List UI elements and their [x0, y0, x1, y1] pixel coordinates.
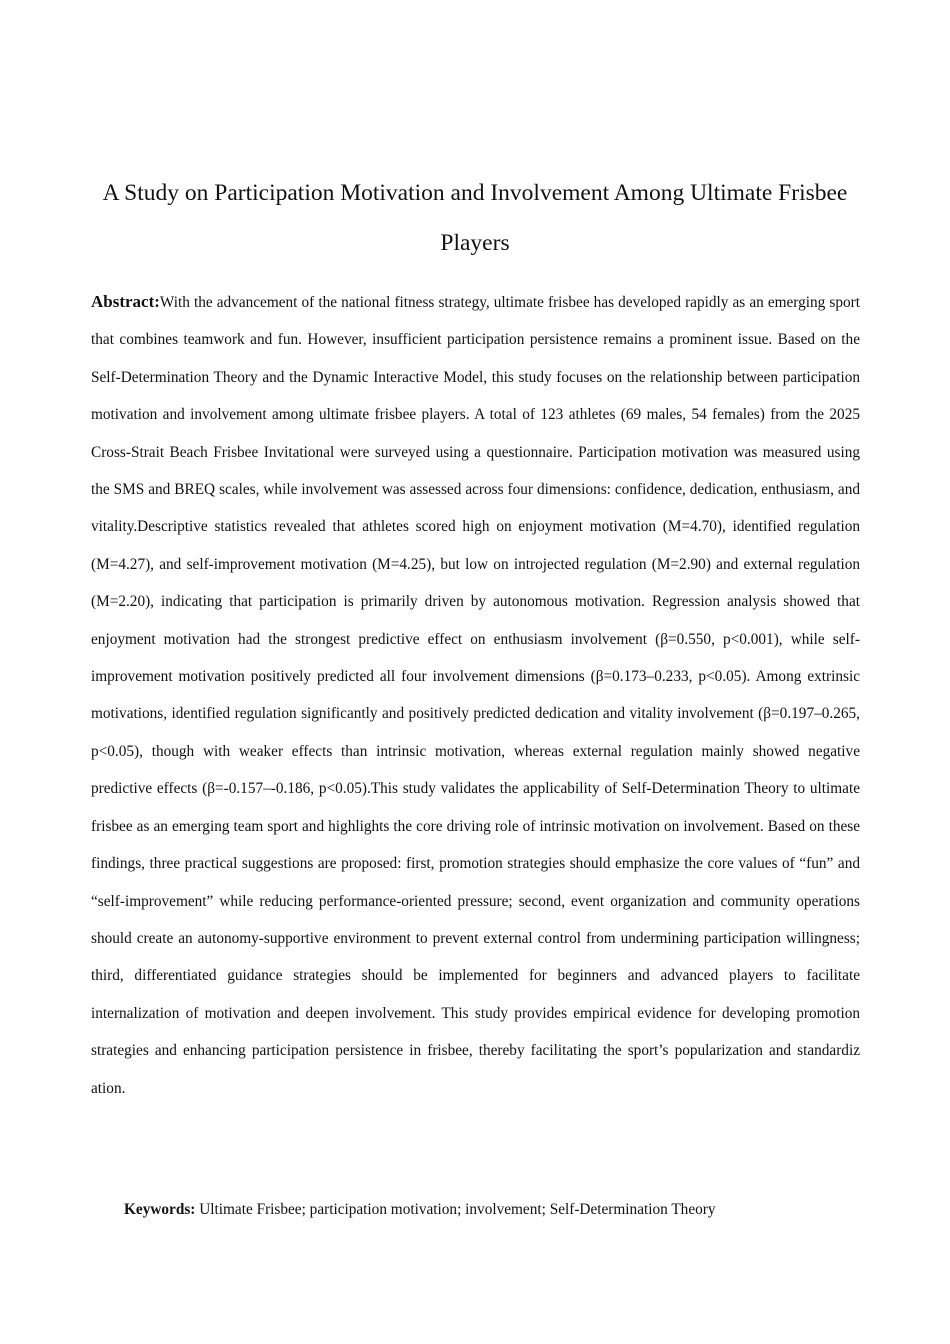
abstract-label: Abstract: [91, 292, 160, 311]
keywords-body: Ultimate Frisbee; participation motivation; involvement; Self-Determination Theory [195, 1201, 716, 1218]
keywords-line [124, 1198, 864, 1222]
paper-title: A Study on Participation Motivation and Involvement Among Ultimate Frisbee Players [102, 180, 848, 256]
abstract-paragraph [91, 283, 860, 1107]
abstract-body: With the advancement of the national fitness strategy, ultimate frisbee has developed rapidly as an emerging sport that combines teamwork and fun. However, insufficient participation persistence remains a prominent issue. Based on the Self-Determination Theory and the Dynamic Interactive Model, this study focuses on the relationship between participation motivation and involvement among ultimate frisbee players. A total of 123 athletes (69 males, 54 females) from the 2025 Cross-Strait Beach Frisbee Invitational were surveyed using a questionnaire. Participation motivation was measured using the SMS and BREQ scales, while involvement was assessed across four dimensions: confidence, dedication, enthusiasm, and vitality.Descriptive statistics revealed that athletes scored high on enjoyment motivation (M=4.70), identified regulation (M=4.27), and self-improvement motivation (M=4.25), but low on introjected regulation (M=2.90) and external regulation (M=2.20), indicating that participation is primarily driven by autonomous motivation. Regression analysis showed that enjoyment motivation had the strongest predictive effect on enthusiasm involvement (β=0.550, p<0.001), while self-improvement motivation positively predicted all four involvement dimensions (β=0.173–0.233, p<0.05). Among extrinsic motivations, identified regulation significantly and positively predicted dedication and vitality involvement (β=0.197–0.265, p<0.05), though with weaker effects than intrinsic motivation, whereas external regulation mainly showed negative predictive effects (β=-0.157–-0.186, p<0.05).This study validates the applicability of Self-Determination Theory to ultimate frisbee as an emerging team sport and highlights the core driving role of intrinsic motivation on involvement. Based on these findings, three practical suggestions are proposed: first, promotion strategies should emphasize the core values of “fun” and “self-improvement” while reducing performance-oriented pressure; second, event organization and community operations should create an autonomy-supportive environment to prevent external control from undermining participation willingness; third, differentiated guidance strategies should be implemented for beginners and advanced players to facilitate internalization of motivation and deepen involvement. This study provides empirical evidence for developing promotion strategies and enhancing participation persistence in frisbee, thereby facilitating the sport’s popularization and standardiz ation. [91, 294, 860, 1097]
keywords-label: Keywords: [124, 1201, 196, 1218]
